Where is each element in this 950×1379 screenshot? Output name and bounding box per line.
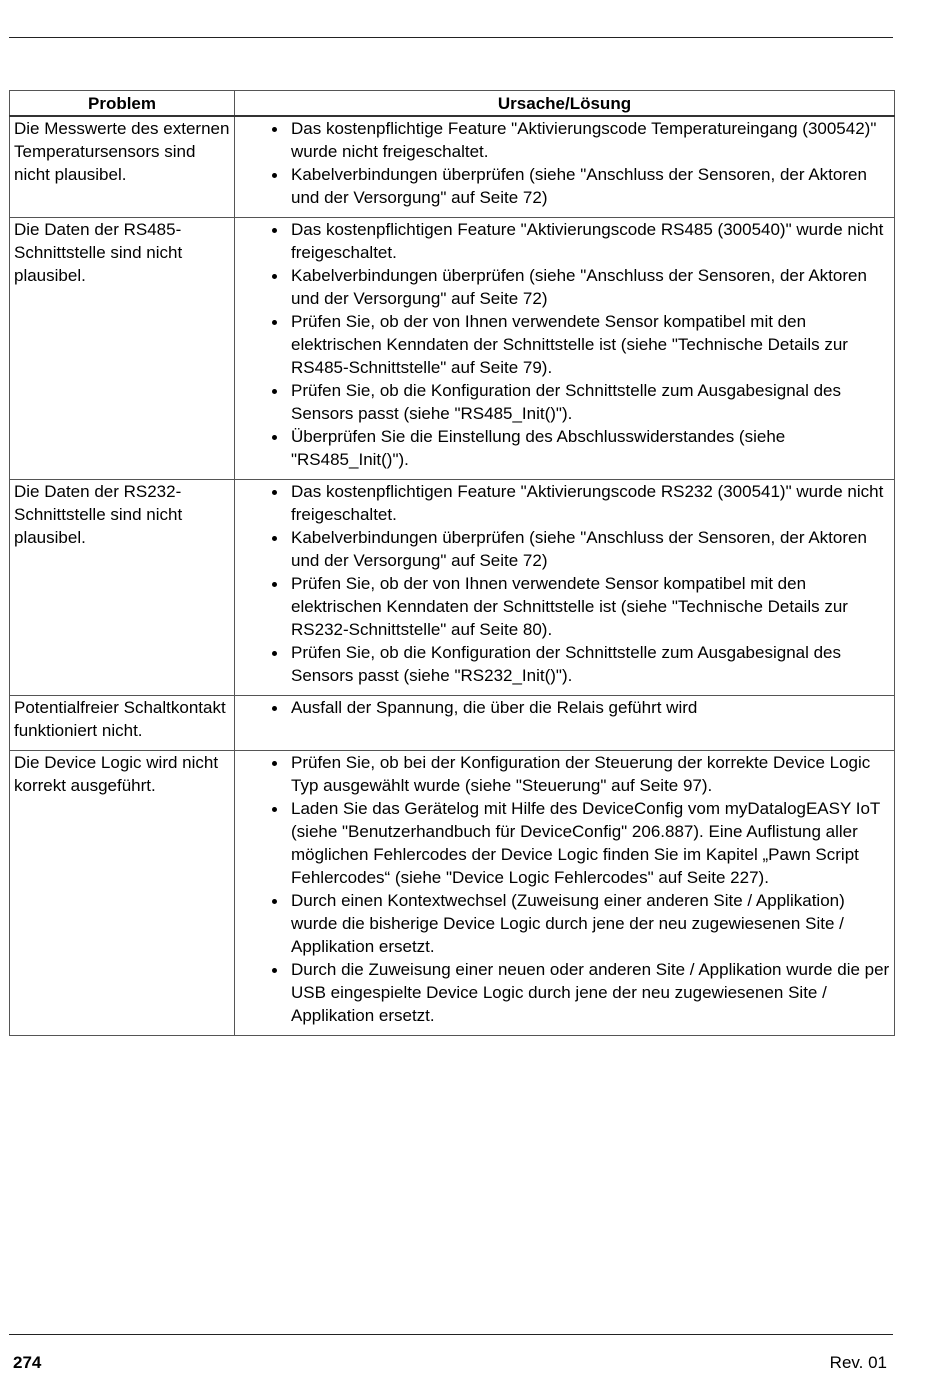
problem-cell: Die Messwerte des externen Temperatursensors sind nicht plausibel. — [10, 116, 235, 218]
solution-item: Kabelverbindungen überprüfen (siehe "Anschluss der Sensoren, der Aktoren und der Versorgung" auf Seite 72) — [235, 526, 891, 572]
solution-item: Kabelverbindungen überprüfen (siehe "Anschluss der Sensoren, der Aktoren und der Versorgung" auf Seite 72) — [235, 264, 891, 310]
header-rule — [9, 37, 893, 38]
solution-item: Das kostenpflichtigen Feature "Aktivierungscode RS232 (300541)" wurde nicht freigeschaltet. — [235, 480, 891, 526]
solution-list — [235, 696, 891, 719]
solution-cell — [235, 480, 895, 696]
problem-cell: Potentialfreier Schaltkontakt funktioniert nicht. — [10, 696, 235, 751]
solution-item: Ausfall der Spannung, die über die Relais geführt wird — [235, 696, 891, 719]
solution-item: Das kostenpflichtigen Feature "Aktivierungscode RS485 (300540)" wurde nicht freigeschaltet. — [235, 218, 891, 264]
solution-cell — [235, 751, 895, 1036]
table-row — [10, 696, 895, 751]
troubleshooting-table — [9, 90, 895, 1036]
table-row — [10, 218, 895, 480]
solution-item: Das kostenpflichtige Feature "Aktivierungscode Temperatureingang (300542)" wurde nicht freigeschaltet. — [235, 117, 891, 163]
solution-cell — [235, 218, 895, 480]
table-row — [10, 116, 895, 218]
column-header-problem: Problem — [10, 91, 235, 117]
solution-item: Prüfen Sie, ob die Konfiguration der Schnittstelle zum Ausgabesignal des Sensors passt (siehe "RS485_Init()"). — [235, 379, 891, 425]
solution-item: Kabelverbindungen überprüfen (siehe "Anschluss der Sensoren, der Aktoren und der Versorgung" auf Seite 72) — [235, 163, 891, 209]
footer-rule — [9, 1334, 893, 1335]
solution-item: Überprüfen Sie die Einstellung des Abschlusswiderstandes (siehe "RS485_Init()"). — [235, 425, 891, 471]
solution-item: Laden Sie das Gerätelog mit Hilfe des DeviceConfig vom myDatalogEASY IoT (siehe "Benutzerhandbuch für DeviceConfig" 206.887). Eine Auflistung aller möglichen Fehlercodes der Device Logic finden Sie im Kapitel „Pawn Script Fehlercodes“ (siehe "Device Logic Fehlercodes" auf Seite 227). — [235, 797, 891, 889]
problem-cell: Die Device Logic wird nicht korrekt ausgeführt. — [10, 751, 235, 1036]
solution-list — [235, 218, 891, 471]
table-header-row — [10, 91, 895, 117]
solution-list — [235, 117, 891, 209]
solution-item: Prüfen Sie, ob der von Ihnen verwendete Sensor kompatibel mit den elektrischen Kenndaten der Schnittstelle ist (siehe "Technische Details zur RS485-Schnittstelle" auf Seite 79). — [235, 310, 891, 379]
table-row — [10, 480, 895, 696]
solution-item: Prüfen Sie, ob die Konfiguration der Schnittstelle zum Ausgabesignal des Sensors passt (siehe "RS232_Init()"). — [235, 641, 891, 687]
solution-list — [235, 751, 891, 1027]
revision-label: Rev. 01 — [829, 1353, 887, 1372]
problem-cell: Die Daten der RS485-Schnittstelle sind nicht plausibel. — [10, 218, 235, 480]
table-row — [10, 751, 895, 1036]
solution-item: Prüfen Sie, ob der von Ihnen verwendete Sensor kompatibel mit den elektrischen Kenndaten der Schnittstelle ist (siehe "Technische Details zur RS232-Schnittstelle" auf Seite 80). — [235, 572, 891, 641]
solution-item: Durch einen Kontextwechsel (Zuweisung einer anderen Site / Applikation) wurde die bisherige Device Logic durch jene der neu zugewiesenen Site / Applikation ersetzt. — [235, 889, 891, 958]
solution-item: Durch die Zuweisung einer neuen oder anderen Site / Applikation wurde die per USB eingespielte Device Logic durch jene der neu zugewiesenen Site / Applikation ersetzt. — [235, 958, 891, 1027]
solution-list — [235, 480, 891, 687]
page-number: 274 — [13, 1353, 42, 1372]
solution-item: Prüfen Sie, ob bei der Konfiguration der Steuerung der korrekte Device Logic Typ ausgewählt wurde (siehe "Steuerung" auf Seite 97). — [235, 751, 891, 797]
solution-cell — [235, 116, 895, 218]
solution-cell — [235, 696, 895, 751]
column-header-cause-solution: Ursache/Lösung — [235, 91, 895, 117]
problem-cell: Die Daten der RS232-Schnittstelle sind nicht plausibel. — [10, 480, 235, 696]
table-body — [10, 116, 895, 1036]
